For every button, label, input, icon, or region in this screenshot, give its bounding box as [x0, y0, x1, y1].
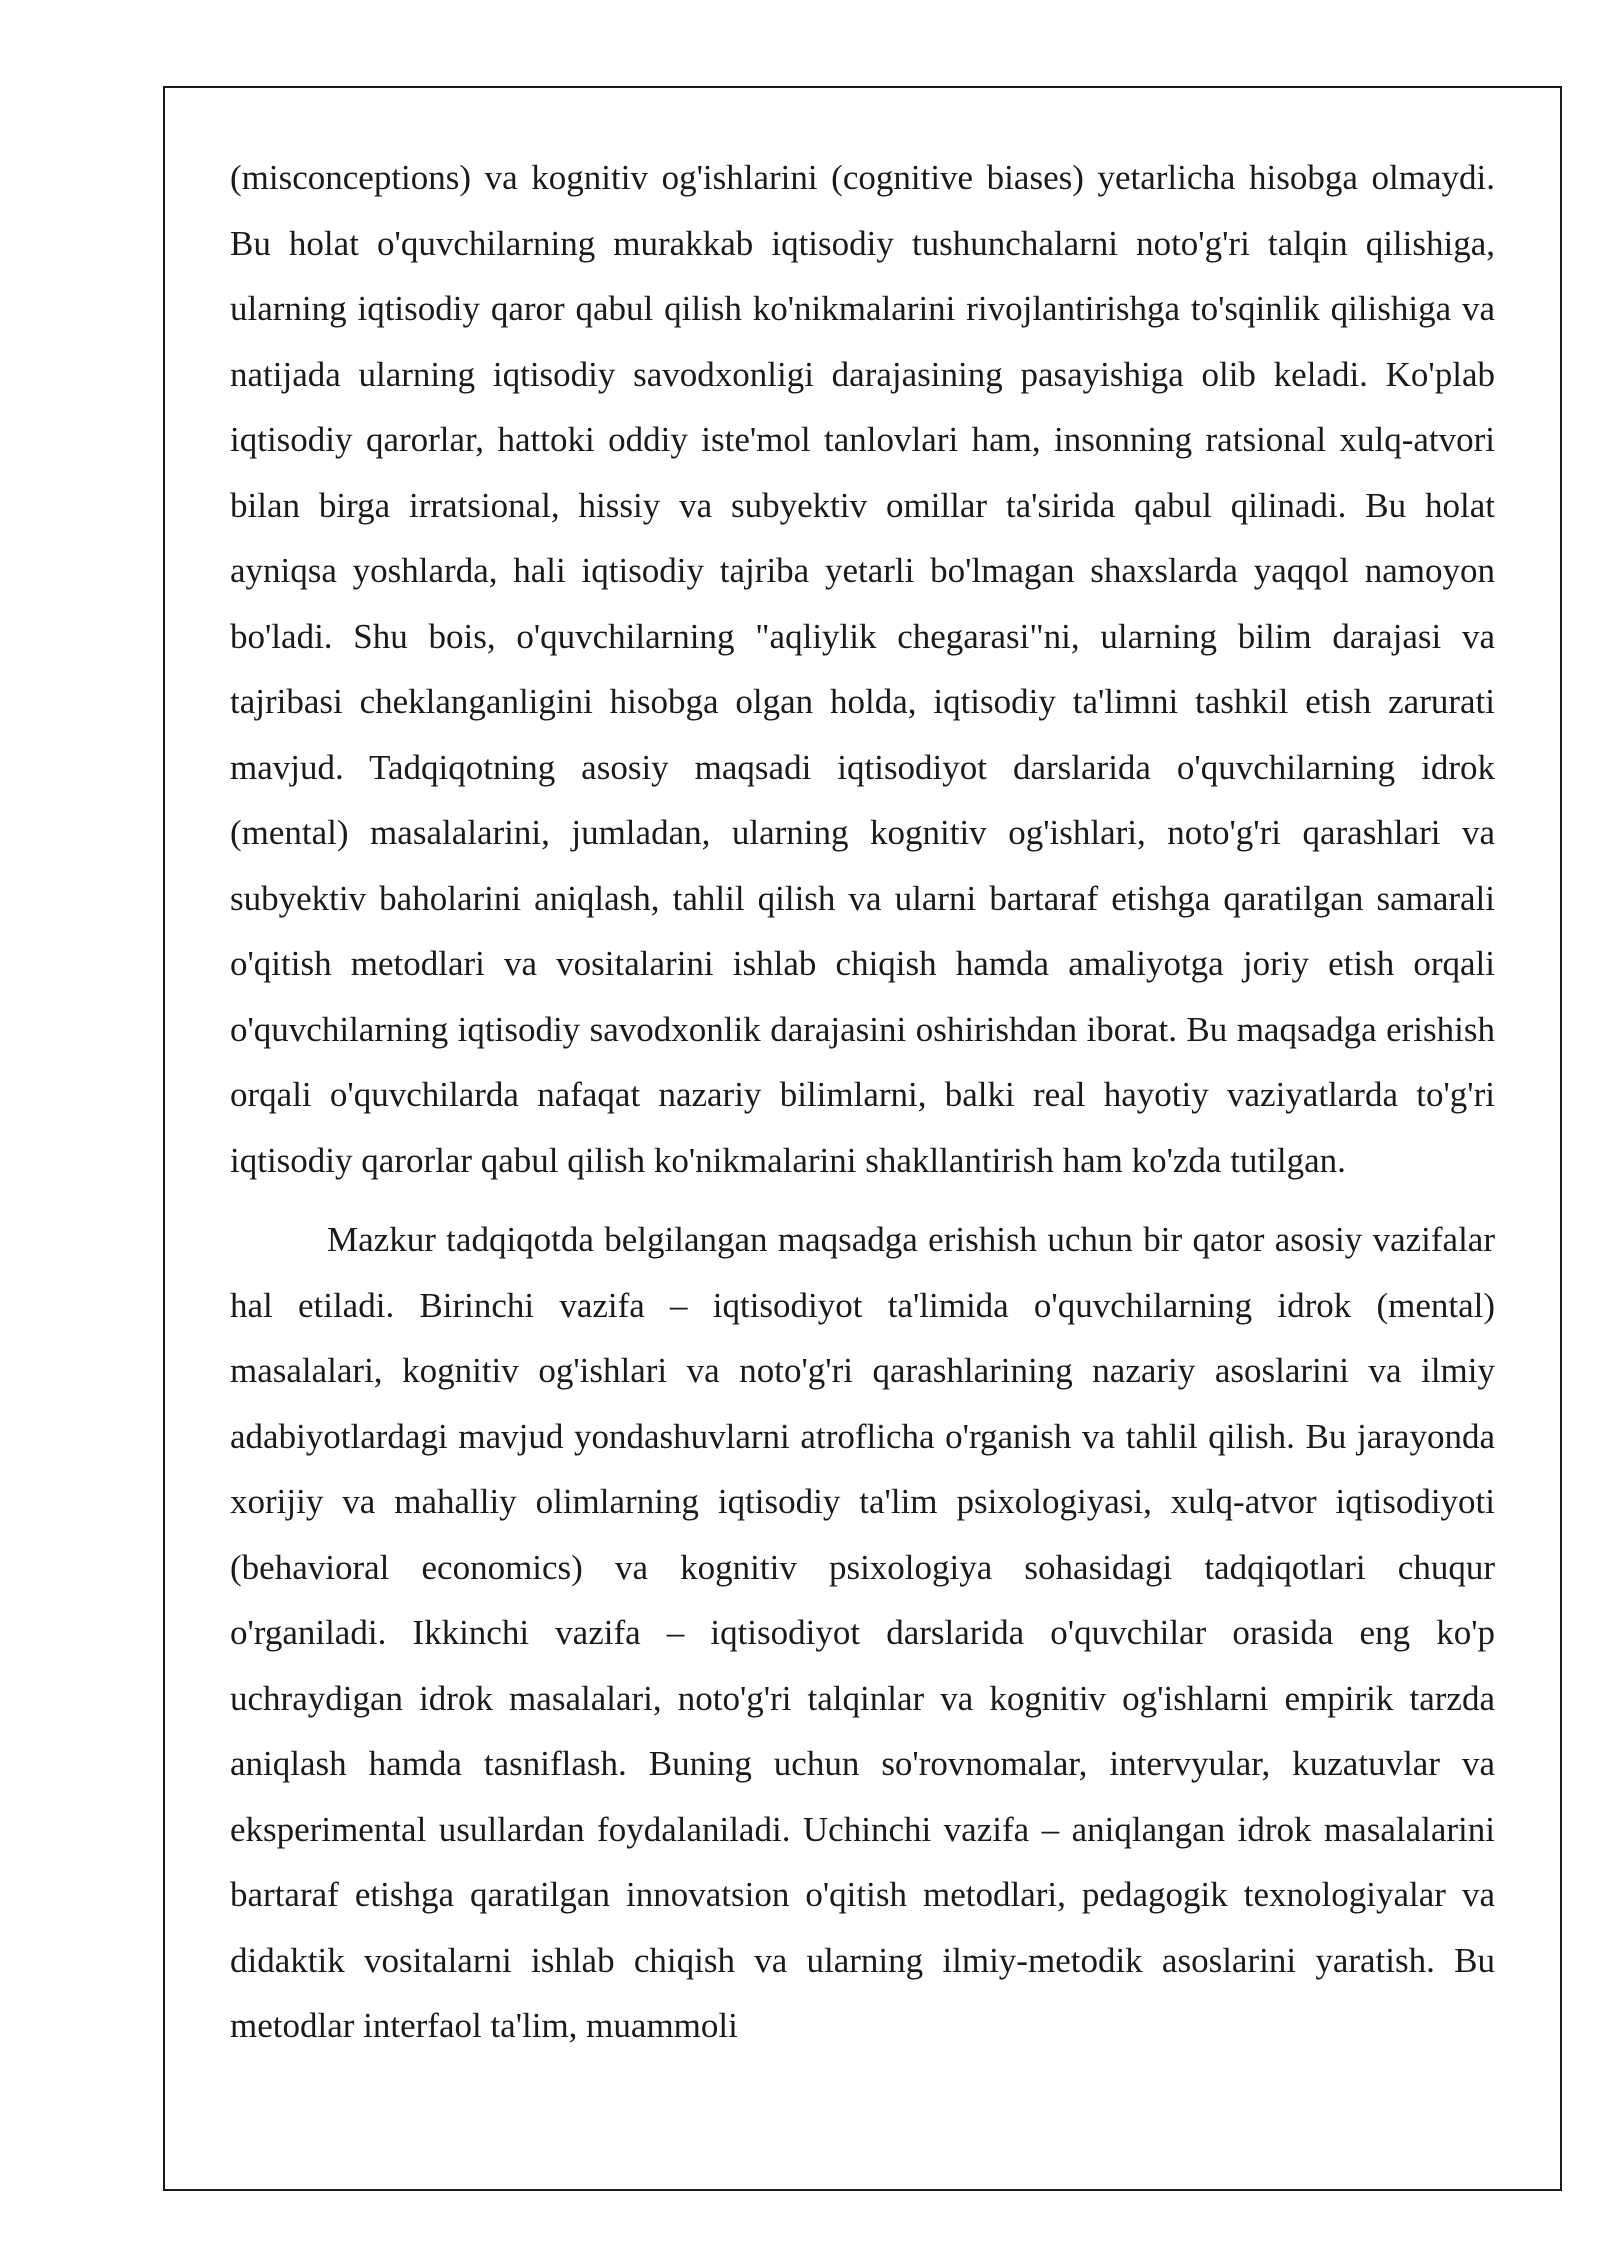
- document-body: [230, 145, 1495, 2059]
- paragraph-continuation: (misconceptions) va kognitiv og'ishlarini (cognitive biases) yetarlicha hisobga olmaydi. Bu holat o'quvchilarning murakkab iqtisodiy tushunchalarni noto'g'ri talqin qilishiga, ularning iqtisodiy qaror qabul qilish ko'nikmalarini rivojlantirishga to'sqinlik qilishiga va natijada ularning iqtisodiy savodxonligi darajasining pasayishiga olib keladi. Ko'plab iqtisodiy qarorlar, hattoki oddiy iste'mol tanlovlari ham, insonning ratsional xulq-atvori bilan birga irratsional, hissiy va subyektiv omillar ta'sirida qabul qilinadi. Bu holat ayniqsa yoshlarda, hali iqtisodiy tajriba yetarli bo'lmagan shaxslarda yaqqol namoyon bo'ladi. Shu bois, o'quvchilarning "aqliylik chegarasi"ni, ularning bilim darajasi va tajribasi cheklanganligini hisobga olgan holda, iqtisodiy ta'limni tashkil etish zarurati mavjud. Tadqiqotning asosiy maqsadi iqtisodiyot darslarida o'quvchilarning idrok (mental) masalalarini, jumladan, ularning kognitiv og'ishlari, noto'g'ri qarashlari va subyektiv baholarini aniqlash, tahlil qilish va ularni bartaraf etishga qaratilgan samarali o'qitish metodlari va vositalarini ishlab chiqish hamda amaliyotga joriy etish orqali o'quvchilarning iqtisodiy savodxonlik darajasini oshirishdan iborat. Bu maqsadga erishish orqali o'quvchilarda nafaqat nazariy bilimlarni, balki real hayotiy vaziyatlarda to'g'ri iqtisodiy qarorlar qabul qilish ko'nikmalarini shakllantirish ham ko'zda tutilgan.: [230, 158, 1495, 1180]
- paragraph-tasks: Mazkur tadqiqotda belgilangan maqsadga erishish uchun bir qator asosiy vazifalar hal etiladi. Birinchi vazifa – iqtisodiyot ta'limida o'quvchilarning idrok (mental) masalalari, kognitiv og'ishlari va noto'g'ri qarashlarining nazariy asoslarini va ilmiy adabiyotlardagi mavjud yondashuvlarni atroflicha o'rganish va tahlil qilish. Bu jarayonda xorijiy va mahalliy olimlarning iqtisodiy ta'lim psixologiyasi, xulq-atvor iqtisodiyoti (behavioral economics) va kognitiv psixologiya sohasidagi tadqiqotlari chuqur o'rganiladi. Ikkinchi vazifa – iqtisodiyot darslarida o'quvchilar orasida eng ko'p uchraydigan idrok masalalari, noto'g'ri talqinlar va kognitiv og'ishlarni empirik tarzda aniqlash hamda tasniflash. Buning uchun so'rovnomalar, intervyular, kuzatuvlar va eksperimental usullardan foydalaniladi. Uchinchi vazifa – aniqlangan idrok masalalarini bartaraf etishga qaratilgan innovatsion o'qitish metodlari, pedagogik texnologiyalar va didaktik vositalarni ishlab chiqish va ularning ilmiy-metodik asoslarini yaratish. Bu metodlar interfaol ta'lim, muammoli: [230, 1220, 1495, 2045]
